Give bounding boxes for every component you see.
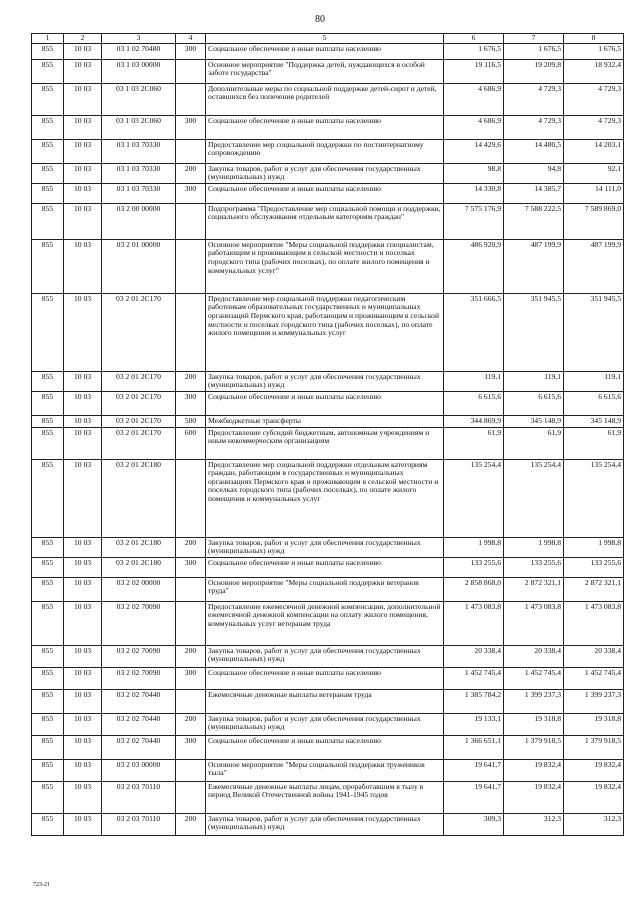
cell-admin-code: 855	[32, 371, 64, 391]
cell-amount-2: 119,1	[504, 371, 564, 391]
table-row	[32, 391, 624, 415]
cell-section-code: 10 03	[64, 163, 102, 183]
cell-expense-type	[176, 203, 206, 239]
cell-description: Подпрограмма "Предоставление мер социальной помощи и поддержки, социального обслуживания отдельным категориям граждан"	[206, 203, 444, 239]
cell-description: Предоставление ежемесячной денежной компенсации, дополнительной ежемесячной денежной компенсации на оплату жилого помещения, коммунальных услуг ветеранам труда	[206, 601, 444, 645]
cell-amount-2: 19 832,4	[504, 781, 564, 813]
cell-admin-code: 855	[32, 115, 64, 139]
cell-amount-1: 344 869,9	[444, 415, 504, 427]
cell-amount-3: 18 932,4	[564, 59, 624, 83]
table-row	[32, 139, 624, 163]
cell-expense-type: 300	[176, 557, 206, 577]
cell-amount-1: 1 676,5	[444, 43, 504, 59]
cell-amount-1: 19 641,7	[444, 759, 504, 781]
cell-description: Закупка товаров, работ и услуг для обеспечения государственных (муниципальных) нужд	[206, 713, 444, 735]
cell-amount-3: 19 318,8	[564, 713, 624, 735]
cell-admin-code: 855	[32, 391, 64, 415]
cell-section-code: 10 03	[64, 645, 102, 667]
col-header-3: 3	[102, 34, 176, 44]
cell-amount-2: 94,8	[504, 163, 564, 183]
cell-amount-1: 6 615,6	[444, 391, 504, 415]
cell-amount-1: 309,3	[444, 813, 504, 835]
cell-description: Социальное обеспечение и иные выплаты населению	[206, 183, 444, 203]
cell-description: Предоставление мер социальной поддержки педагогическим работникам образовательных государственных и муниципальных организаций Пермского края, работающим и проживающим в сельской местности и поселках городского типа (рабочих поселках), по оплате жилого помещения и коммунальных услуг	[206, 293, 444, 371]
cell-admin-code: 855	[32, 813, 64, 835]
col-header-1: 1	[32, 34, 64, 44]
cell-amount-1: 19 116,5	[444, 59, 504, 83]
cell-expense-type: 500	[176, 415, 206, 427]
cell-amount-3: 487 199,9	[564, 239, 624, 293]
cell-section-code: 10 03	[64, 427, 102, 459]
cell-description: Предоставление субсидий бюджетным, автономным учреждениям и иным некоммерческим организациям	[206, 427, 444, 459]
cell-expense-type	[176, 459, 206, 537]
cell-description: Социальное обеспечение и иные выплаты населению	[206, 735, 444, 759]
budget-table	[31, 33, 624, 836]
cell-admin-code: 855	[32, 83, 64, 115]
cell-description: Ежемесячные денежные выплаты ветеранам труда	[206, 689, 444, 713]
cell-expense-type	[176, 293, 206, 371]
cell-description: Закупка товаров, работ и услуг для обеспечения государственных (муниципальных) нужд	[206, 645, 444, 667]
cell-amount-2: 61,9	[504, 427, 564, 459]
cell-description: Межбюджетные трансферты	[206, 415, 444, 427]
table-row	[32, 371, 624, 391]
cell-admin-code: 855	[32, 645, 64, 667]
cell-expense-type	[176, 689, 206, 713]
table-row	[32, 689, 624, 713]
table-row	[32, 115, 624, 139]
cell-amount-3: 135 254,4	[564, 459, 624, 537]
cell-target-code: 03 2 01 2С170	[102, 293, 176, 371]
cell-amount-1: 135 254,4	[444, 459, 504, 537]
cell-amount-1: 1 998,8	[444, 537, 504, 557]
cell-expense-type: 300	[176, 735, 206, 759]
cell-amount-3: 351 945,5	[564, 293, 624, 371]
cell-admin-code: 855	[32, 759, 64, 781]
cell-target-code: 03 1 03 70330	[102, 183, 176, 203]
table-row	[32, 537, 624, 557]
cell-section-code: 10 03	[64, 391, 102, 415]
cell-amount-3: 1 998,8	[564, 537, 624, 557]
cell-expense-type: 200	[176, 713, 206, 735]
footer-code: 723-21	[33, 882, 50, 888]
cell-amount-2: 351 945,5	[504, 293, 564, 371]
cell-admin-code: 855	[32, 183, 64, 203]
col-header-4: 4	[176, 34, 206, 44]
cell-expense-type: 300	[176, 115, 206, 139]
cell-admin-code: 855	[32, 537, 64, 557]
cell-amount-2: 4 729,3	[504, 83, 564, 115]
cell-description: Социальное обеспечение и иные выплаты населению	[206, 667, 444, 689]
cell-target-code: 03 2 02 70440	[102, 689, 176, 713]
table-row	[32, 759, 624, 781]
table-row	[32, 43, 624, 59]
cell-amount-1: 98,8	[444, 163, 504, 183]
cell-target-code: 03 2 02 70090	[102, 667, 176, 689]
cell-target-code: 03 2 01 2С170	[102, 415, 176, 427]
cell-description: Закупка товаров, работ и услуг для обеспечения государственных (муниципальных) нужд	[206, 163, 444, 183]
cell-section-code: 10 03	[64, 577, 102, 601]
cell-target-code: 03 1 03 70330	[102, 139, 176, 163]
cell-amount-2: 1 998,8	[504, 537, 564, 557]
cell-amount-1: 61,9	[444, 427, 504, 459]
cell-amount-3: 20 338,4	[564, 645, 624, 667]
cell-section-code: 10 03	[64, 557, 102, 577]
table-row	[32, 83, 624, 115]
cell-expense-type: 300	[176, 183, 206, 203]
cell-description: Предоставление мер социальной поддержки отдельным категориям граждан, работающим в государственных и муниципальных организациях Пермского края и проживающим в сельской местности и поселках городского типа (рабочих поселках), по оплате жилого помещения и коммунальных услуг	[206, 459, 444, 537]
cell-section-code: 10 03	[64, 239, 102, 293]
cell-target-code: 03 2 01 2С180	[102, 537, 176, 557]
table-row	[32, 163, 624, 183]
cell-expense-type	[176, 139, 206, 163]
cell-target-code: 03 2 02 70090	[102, 601, 176, 645]
cell-amount-3: 1 676,5	[564, 43, 624, 59]
table-row	[32, 293, 624, 371]
cell-target-code: 03 2 01 2С180	[102, 459, 176, 537]
table-row	[32, 781, 624, 813]
cell-expense-type: 200	[176, 813, 206, 835]
table-header-row	[32, 34, 624, 44]
cell-amount-1: 1 385 784,2	[444, 689, 504, 713]
cell-description: Закупка товаров, работ и услуг для обеспечения государственных (муниципальных) нужд	[206, 813, 444, 835]
cell-section-code: 10 03	[64, 293, 102, 371]
cell-amount-3: 61,9	[564, 427, 624, 459]
cell-amount-3: 2 872 321,1	[564, 577, 624, 601]
cell-section-code: 10 03	[64, 537, 102, 557]
cell-admin-code: 855	[32, 689, 64, 713]
cell-target-code: 03 1 03 00000	[102, 59, 176, 83]
col-header-2: 2	[64, 34, 102, 44]
table-row	[32, 203, 624, 239]
cell-target-code: 03 2 03 70110	[102, 813, 176, 835]
cell-expense-type	[176, 83, 206, 115]
cell-amount-2: 1 473 083,8	[504, 601, 564, 645]
cell-amount-1: 1 366 651,1	[444, 735, 504, 759]
cell-section-code: 10 03	[64, 601, 102, 645]
table-row	[32, 427, 624, 459]
col-header-6: 6	[444, 34, 504, 44]
cell-target-code: 03 2 01 2С180	[102, 557, 176, 577]
cell-expense-type: 300	[176, 43, 206, 59]
cell-admin-code: 855	[32, 203, 64, 239]
cell-amount-2: 19 832,4	[504, 759, 564, 781]
cell-section-code: 10 03	[64, 759, 102, 781]
cell-description: Дополнительные меры по социальной поддержке детей-сирот и детей, оставшихся без попечения родителей	[206, 83, 444, 115]
cell-amount-3: 4 729,3	[564, 115, 624, 139]
cell-admin-code: 855	[32, 293, 64, 371]
table-row	[32, 601, 624, 645]
cell-admin-code: 855	[32, 577, 64, 601]
cell-section-code: 10 03	[64, 115, 102, 139]
cell-admin-code: 855	[32, 667, 64, 689]
cell-amount-3: 119,1	[564, 371, 624, 391]
cell-section-code: 10 03	[64, 83, 102, 115]
cell-section-code: 10 03	[64, 43, 102, 59]
cell-amount-2: 487 199,9	[504, 239, 564, 293]
cell-amount-2: 1 676,5	[504, 43, 564, 59]
cell-admin-code: 855	[32, 601, 64, 645]
table-row	[32, 577, 624, 601]
cell-amount-3: 7 589 869,0	[564, 203, 624, 239]
cell-amount-1: 486 920,9	[444, 239, 504, 293]
cell-admin-code: 855	[32, 713, 64, 735]
cell-section-code: 10 03	[64, 781, 102, 813]
table-row	[32, 557, 624, 577]
cell-expense-type: 200	[176, 645, 206, 667]
cell-amount-3: 6 615,6	[564, 391, 624, 415]
cell-amount-3: 14 203,1	[564, 139, 624, 163]
cell-amount-2: 345 148,9	[504, 415, 564, 427]
cell-expense-type: 600	[176, 427, 206, 459]
cell-description: Социальное обеспечение и иные выплаты населению	[206, 391, 444, 415]
table-row	[32, 415, 624, 427]
cell-admin-code: 855	[32, 557, 64, 577]
table-row	[32, 183, 624, 203]
cell-target-code: 03 2 02 70440	[102, 713, 176, 735]
cell-expense-type	[176, 59, 206, 83]
cell-admin-code: 855	[32, 163, 64, 183]
cell-target-code: 03 2 03 70110	[102, 781, 176, 813]
cell-expense-type: 200	[176, 163, 206, 183]
cell-amount-3: 1 473 083,8	[564, 601, 624, 645]
cell-amount-1: 133 255,6	[444, 557, 504, 577]
cell-admin-code: 855	[32, 415, 64, 427]
cell-section-code: 10 03	[64, 183, 102, 203]
cell-target-code: 03 1 03 2С060	[102, 115, 176, 139]
cell-amount-2: 4 729,3	[504, 115, 564, 139]
cell-amount-3: 345 148,9	[564, 415, 624, 427]
cell-amount-1: 19 641,7	[444, 781, 504, 813]
table-row	[32, 735, 624, 759]
cell-target-code: 03 2 01 2С170	[102, 391, 176, 415]
cell-amount-1: 1 473 083,8	[444, 601, 504, 645]
cell-amount-3: 19 832,4	[564, 759, 624, 781]
cell-target-code: 03 2 03 00000	[102, 759, 176, 781]
cell-description: Закупка товаров, работ и услуг для обеспечения государственных (муниципальных) нужд	[206, 537, 444, 557]
table-row	[32, 667, 624, 689]
table-row	[32, 813, 624, 835]
cell-description: Основное мероприятие "Меры социальной поддержки специалистам, работающим и проживающим в сельской местности и поселках городского типа (рабочих поселках), по оплате жилого помещения и коммунальных услуг"	[206, 239, 444, 293]
cell-amount-3: 312,3	[564, 813, 624, 835]
cell-section-code: 10 03	[64, 813, 102, 835]
cell-amount-2: 19 209,8	[504, 59, 564, 83]
cell-section-code: 10 03	[64, 735, 102, 759]
cell-amount-2: 6 615,6	[504, 391, 564, 415]
col-header-5: 5	[206, 34, 444, 44]
cell-amount-1: 4 686,9	[444, 83, 504, 115]
cell-amount-3: 133 255,6	[564, 557, 624, 577]
col-header-8: 8	[564, 34, 624, 44]
cell-amount-2: 20 338,4	[504, 645, 564, 667]
cell-description: Основное мероприятие "Поддержка детей, нуждающихся в особой заботе государства"	[206, 59, 444, 83]
cell-description: Социальное обеспечение и иные выплаты населению	[206, 43, 444, 59]
cell-amount-2: 1 399 237,3	[504, 689, 564, 713]
cell-target-code: 03 2 00 00000	[102, 203, 176, 239]
cell-description: Основное мероприятие "Меры социальной поддержки тружеников тыла"	[206, 759, 444, 781]
cell-admin-code: 855	[32, 459, 64, 537]
cell-admin-code: 855	[32, 427, 64, 459]
cell-amount-2: 133 255,6	[504, 557, 564, 577]
table-row	[32, 713, 624, 735]
cell-expense-type: 200	[176, 371, 206, 391]
cell-description: Предоставление мер социальной поддержки по постинтернатному сопровождению	[206, 139, 444, 163]
cell-expense-type: 300	[176, 391, 206, 415]
cell-description: Социальное обеспечение и иные выплаты населению	[206, 115, 444, 139]
cell-amount-2: 14 385,7	[504, 183, 564, 203]
cell-admin-code: 855	[32, 735, 64, 759]
cell-amount-1: 119,1	[444, 371, 504, 391]
cell-amount-1: 2 858 868,0	[444, 577, 504, 601]
cell-expense-type	[176, 601, 206, 645]
cell-section-code: 10 03	[64, 371, 102, 391]
cell-amount-1: 14 330,8	[444, 183, 504, 203]
cell-target-code: 03 2 01 00000	[102, 239, 176, 293]
cell-expense-type	[176, 781, 206, 813]
cell-section-code: 10 03	[64, 689, 102, 713]
cell-amount-3: 19 832,4	[564, 781, 624, 813]
table-row	[32, 459, 624, 537]
cell-target-code: 03 2 02 70090	[102, 645, 176, 667]
cell-target-code: 03 1 02 70480	[102, 43, 176, 59]
cell-amount-1: 351 666,5	[444, 293, 504, 371]
cell-section-code: 10 03	[64, 203, 102, 239]
cell-expense-type: 200	[176, 537, 206, 557]
cell-amount-1: 4 686,9	[444, 115, 504, 139]
cell-expense-type	[176, 759, 206, 781]
cell-amount-2: 7 588 222,5	[504, 203, 564, 239]
cell-expense-type: 300	[176, 667, 206, 689]
cell-target-code: 03 2 01 2С170	[102, 427, 176, 459]
cell-amount-2: 1 379 918,5	[504, 735, 564, 759]
cell-amount-1: 19 133,1	[444, 713, 504, 735]
cell-amount-1: 14 429,6	[444, 139, 504, 163]
cell-admin-code: 855	[32, 781, 64, 813]
table-row	[32, 59, 624, 83]
cell-amount-2: 135 254,4	[504, 459, 564, 537]
cell-section-code: 10 03	[64, 139, 102, 163]
cell-section-code: 10 03	[64, 415, 102, 427]
cell-amount-3: 1 452 745,4	[564, 667, 624, 689]
cell-amount-1: 20 338,4	[444, 645, 504, 667]
cell-amount-3: 4 729,3	[564, 83, 624, 115]
cell-admin-code: 855	[32, 239, 64, 293]
cell-admin-code: 855	[32, 139, 64, 163]
cell-admin-code: 855	[32, 59, 64, 83]
cell-amount-3: 1 379 918,5	[564, 735, 624, 759]
cell-expense-type	[176, 577, 206, 601]
cell-amount-2: 1 452 745,4	[504, 667, 564, 689]
cell-amount-1: 1 452 745,4	[444, 667, 504, 689]
cell-amount-2: 312,3	[504, 813, 564, 835]
cell-description: Ежемесячные денежные выплаты лицам, проработавшим в тылу в период Великой Отечественной войны 1941-1945 годов	[206, 781, 444, 813]
cell-amount-1: 7 575 176,9	[444, 203, 504, 239]
cell-target-code: 03 1 03 2С060	[102, 83, 176, 115]
cell-amount-3: 92,1	[564, 163, 624, 183]
col-header-7: 7	[504, 34, 564, 44]
cell-admin-code: 855	[32, 43, 64, 59]
cell-target-code: 03 2 01 2С170	[102, 371, 176, 391]
cell-target-code: 03 1 03 70330	[102, 163, 176, 183]
cell-amount-2: 14 480,5	[504, 139, 564, 163]
cell-target-code: 03 2 02 00000	[102, 577, 176, 601]
table-row	[32, 239, 624, 293]
cell-description: Социальное обеспечение и иные выплаты населению	[206, 557, 444, 577]
cell-amount-2: 2 872 321,1	[504, 577, 564, 601]
cell-amount-3: 14 111,0	[564, 183, 624, 203]
cell-section-code: 10 03	[64, 459, 102, 537]
cell-section-code: 10 03	[64, 59, 102, 83]
cell-section-code: 10 03	[64, 667, 102, 689]
cell-expense-type	[176, 239, 206, 293]
cell-amount-2: 19 318,8	[504, 713, 564, 735]
cell-description: Основное мероприятие "Меры социальной поддержки ветеранов труда"	[206, 577, 444, 601]
cell-description: Закупка товаров, работ и услуг для обеспечения государственных (муниципальных) нужд	[206, 371, 444, 391]
cell-amount-3: 1 399 237,3	[564, 689, 624, 713]
page-number: 80	[315, 14, 325, 25]
cell-section-code: 10 03	[64, 713, 102, 735]
cell-target-code: 03 2 02 70440	[102, 735, 176, 759]
table-row	[32, 645, 624, 667]
